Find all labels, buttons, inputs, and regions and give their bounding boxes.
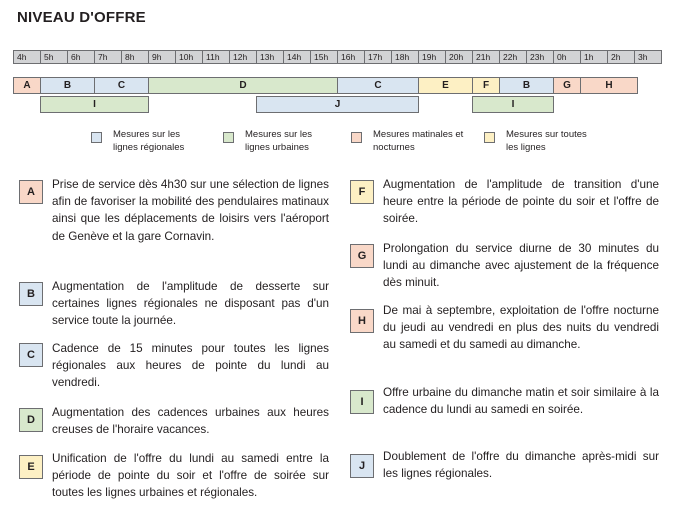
- hour-label: 23h: [526, 50, 554, 64]
- measure-text-j: Doublement de l'offre du dimanche après-midi sur les lignes régionales.: [383, 450, 659, 481]
- timeline-segment-j: J: [256, 96, 419, 113]
- timeline-segment-e: E: [418, 77, 473, 94]
- timeline-segment-a: A: [13, 77, 41, 94]
- hour-label: 14h: [283, 50, 311, 64]
- legend-label-morning-night: Mesures matinales et nocturnes: [373, 129, 464, 153]
- measure-badge-b: B: [19, 282, 43, 306]
- hour-label: 17h: [364, 50, 392, 64]
- measure-badge-h: H: [350, 309, 374, 333]
- hour-label: 15h: [310, 50, 338, 64]
- measure-text-e: Unification de l'offre du lundi au samedi entre la période de pointe du soir et l'offre de soirée sur toutes les lignes urbaines et régionales.: [52, 452, 329, 500]
- hour-label: 3h: [634, 50, 662, 64]
- hour-label: 9h: [148, 50, 176, 64]
- measure-badge-e: E: [19, 455, 43, 479]
- measure-text-a: Prise de service dès 4h30 sur une sélection de lignes afin de favoriser la mobilité des pendulaires matinaux ainsi que les déplacements de loisirs vers l'aéroport de Genève et la gare Cornavin.: [52, 178, 329, 243]
- hour-label: 6h: [67, 50, 95, 64]
- hour-label: 5h: [40, 50, 68, 64]
- hour-label: 20h: [445, 50, 473, 64]
- measure-text-d: Augmentation des cadences urbaines aux heures creuses de l'horaire vacances.: [52, 406, 329, 437]
- hour-label: 8h: [121, 50, 149, 64]
- timeline-segment-b: B: [40, 77, 95, 94]
- hour-label: 22h: [499, 50, 527, 64]
- hour-label: 21h: [472, 50, 500, 64]
- legend-swatch-all-lines: [484, 132, 495, 143]
- measure-text-h: De mai à septembre, exploitation de l'offre nocturne du jeudi au vendredi en plus des nuits du vendredi au samedi et du samedi au dimanche.: [383, 304, 659, 352]
- measure-badge-a: A: [19, 180, 43, 204]
- timeline-segment-b-evening: B: [499, 77, 554, 94]
- measure-text-i: Offre urbaine du dimanche matin et soir similaire à la cadence du lundi au samedi en soirée.: [383, 386, 659, 417]
- measure-text-c: Cadence de 15 minutes pour toutes les lignes régionales aux heures de pointe du lundi au vendredi.: [52, 342, 329, 390]
- measure-text-b: Augmentation de l'amplitude de desserte sur certaines lignes régionales ne disposant pas d'un service toute la journée.: [52, 280, 329, 328]
- hour-label: 0h: [553, 50, 581, 64]
- page-title: NIVEAU D'OFFRE: [17, 9, 146, 26]
- hour-label: 18h: [391, 50, 419, 64]
- timeline-segment-i-morning: I: [40, 96, 149, 113]
- legend-label-urban: Mesures sur les lignes urbaines: [245, 129, 313, 153]
- measure-badge-d: D: [19, 408, 43, 432]
- measure-badge-f: F: [350, 180, 374, 204]
- legend-swatch-morning-night: [351, 132, 362, 143]
- hour-label: 13h: [256, 50, 284, 64]
- hour-label: 16h: [337, 50, 365, 64]
- timeline-segment-c-evening: C: [337, 77, 419, 94]
- hour-label: 10h: [175, 50, 203, 64]
- legend-swatch-urban: [223, 132, 234, 143]
- measure-text-g: Prolongation du service diurne de 30 minutes du lundi au dimanche avec ajustement de la fréquence dès minuit.: [383, 242, 659, 290]
- measure-text-f: Augmentation de l'amplitude de transition d'une heure entre la période de pointe du soir et l'offre de soirée.: [383, 178, 659, 226]
- hour-label: 7h: [94, 50, 122, 64]
- measure-badge-i: I: [350, 390, 374, 414]
- timeline-segment-c: C: [94, 77, 149, 94]
- hour-label: 1h: [580, 50, 608, 64]
- timeline-segment-f: F: [472, 77, 500, 94]
- measure-badge-g: G: [350, 244, 374, 268]
- legend-label-regional: Mesures sur les lignes régionales: [113, 129, 185, 153]
- measure-badge-j: J: [350, 454, 374, 478]
- hour-label: 2h: [607, 50, 635, 64]
- legend-swatch-regional: [91, 132, 102, 143]
- hour-label: 4h: [13, 50, 41, 64]
- hour-label: 19h: [418, 50, 446, 64]
- timeline-segment-i-evening: I: [472, 96, 554, 113]
- timeline-segment-d: D: [148, 77, 338, 94]
- measure-badge-c: C: [19, 343, 43, 367]
- hour-label: 12h: [229, 50, 257, 64]
- hour-label: 11h: [202, 50, 230, 64]
- timeline-segment-h: H: [580, 77, 638, 94]
- legend-label-all-lines: Mesures sur toutes les lignes: [506, 129, 587, 153]
- timeline-segment-g: G: [553, 77, 581, 94]
